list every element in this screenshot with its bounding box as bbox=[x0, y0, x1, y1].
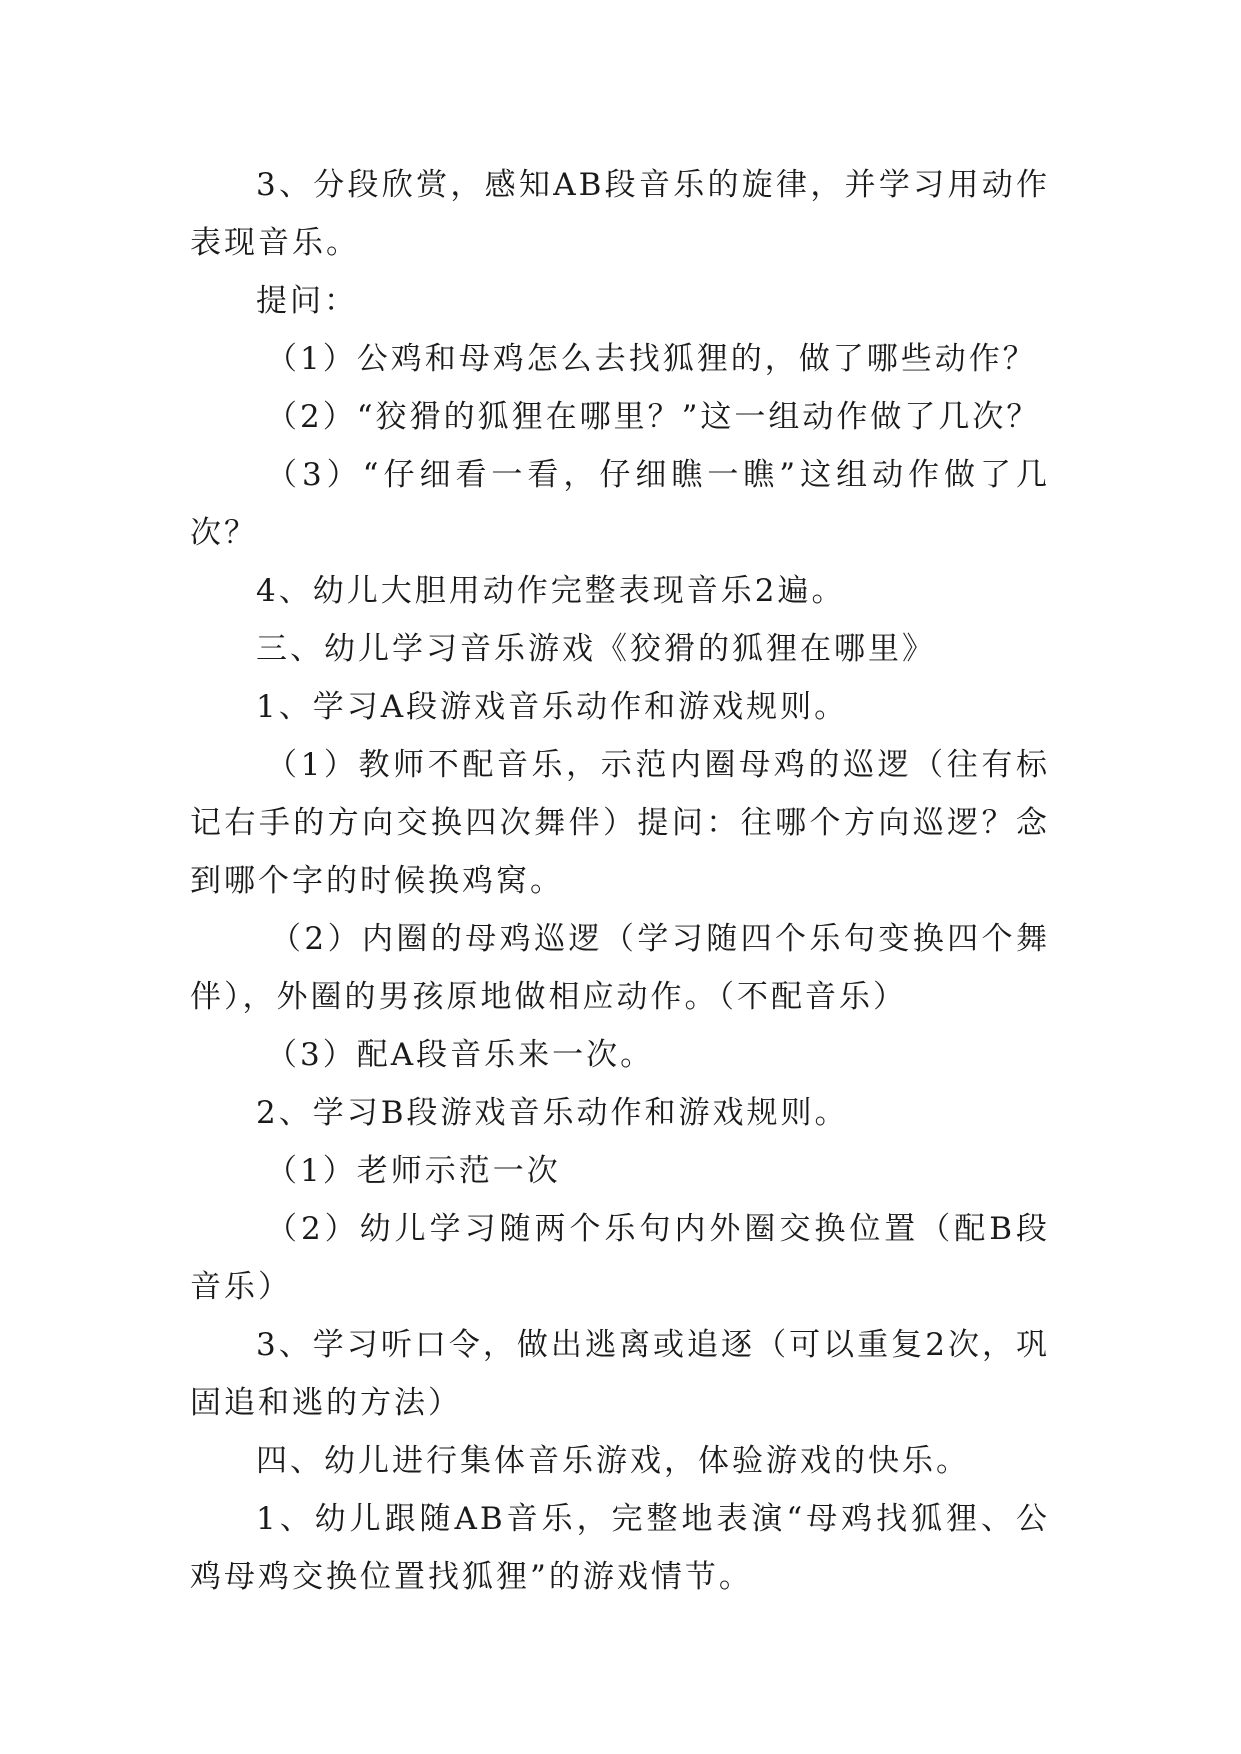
paragraph-step-4-performance: 4、幼儿大胆用动作完整表现音乐2遍。 bbox=[256, 573, 846, 609]
paragraph-b-substep-2: （2）幼儿学习随两个乐句内外圈交换位置（配B段音乐） bbox=[190, 1211, 1050, 1305]
paragraph-step-1-section-a: 1、学习A段游戏音乐动作和游戏规则。 bbox=[256, 689, 849, 725]
paragraph-a-substep-3: （3）配A段音乐来一次。 bbox=[266, 1037, 655, 1073]
paragraph-step-3-appreciation: 3、分段欣赏，感知AB段音乐的旋律，并学习用动作表现音乐。 bbox=[190, 167, 1050, 261]
paragraph-question-3: （3）“仔细看一看，仔细瞧一瞧”这组动作做了几次？ bbox=[190, 457, 1050, 551]
paragraph-a-substep-2: （2）内圈的母鸡巡逻（学习随四个乐句变换四个舞伴），外圈的男孩原地做相应动作。（不配音乐） bbox=[190, 921, 1050, 1015]
paragraph-a-substep-1: （1）教师不配音乐，示范内圈母鸡的巡逻（往有标记右手的方向交换四次舞伴）提问：往哪个方向巡逻？念到哪个字的时候换鸡窝。 bbox=[190, 747, 1050, 899]
paragraph-section-3-heading: 三、幼儿学习音乐游戏《狡猾的狐狸在哪里》 bbox=[256, 631, 936, 667]
paragraph-step-3-commands: 3、学习听口令，做出逃离或追逐（可以重复2次，巩固追和逃的方法） bbox=[190, 1327, 1050, 1421]
paragraph-question-2: （2）“狡猾的狐狸在哪里？”这一组动作做了几次？ bbox=[266, 399, 1041, 435]
paragraph-step-1-full-game: 1、幼儿跟随AB音乐，完整地表演“母鸡找狐狸、公鸡母鸡交换位置找狐狸”的游戏情节。 bbox=[190, 1501, 1050, 1595]
paragraph-question-1: （1）公鸡和母鸡怎么去找狐狸的，做了哪些动作？ bbox=[266, 341, 1037, 377]
paragraph-b-substep-1: （1）老师示范一次 bbox=[266, 1153, 561, 1189]
paragraph-section-4-heading: 四、幼儿进行集体音乐游戏，体验游戏的快乐。 bbox=[256, 1443, 970, 1479]
document-body bbox=[190, 156, 1050, 1606]
paragraph-step-2-section-b: 2、学习B段游戏音乐动作和游戏规则。 bbox=[256, 1095, 849, 1131]
paragraph-question-heading: 提问： bbox=[256, 283, 358, 319]
